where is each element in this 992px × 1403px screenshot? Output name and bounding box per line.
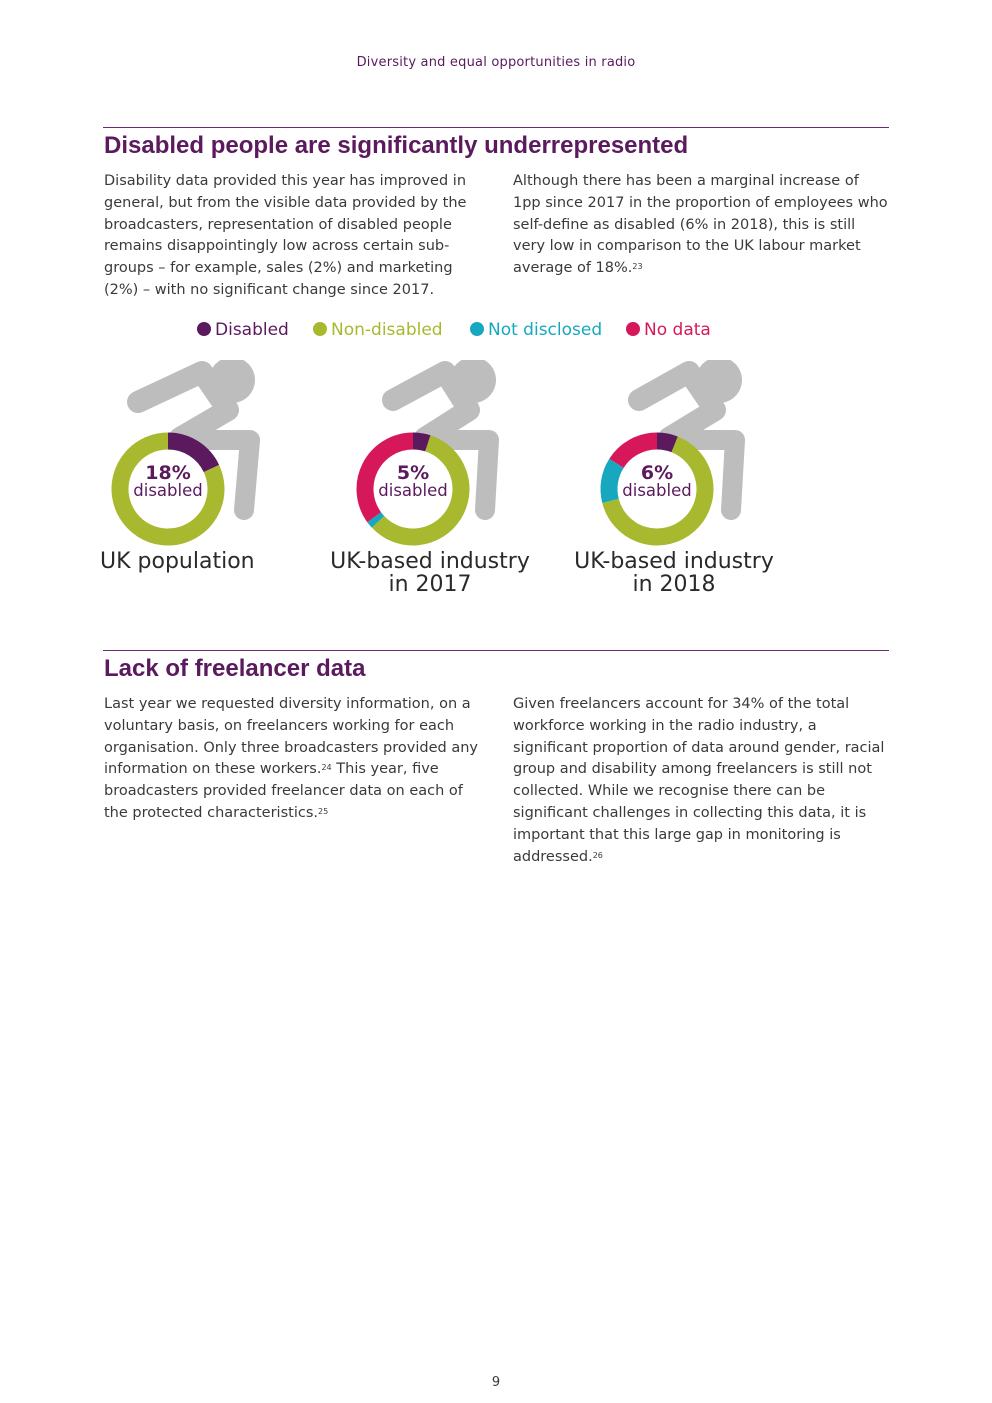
disability-paragraph-2: [513, 171, 888, 280]
section-heading-disability: Disabled people are significantly underrepresented: [104, 132, 689, 159]
chart-title-line-1: UK-based industry: [574, 549, 774, 574]
chart-title-line-2: in 2017: [388, 572, 472, 597]
donut-segment-disabled: [657, 441, 675, 444]
donut-chart-industry-2018: [574, 360, 799, 610]
footnote-ref: 24: [321, 763, 332, 773]
chart-title-line-2: in 2018: [632, 572, 716, 597]
legend-label: Disabled: [215, 320, 289, 340]
legend-dot: [313, 322, 327, 336]
legend-label: Non-disabled: [331, 320, 443, 340]
chart-title-line-1: UK-based industry: [330, 549, 530, 574]
disability-paragraph-1-text: Disability data provided this year has improved in general, but from the visible data provided by the broadcasters, representation of disabled people remains disappointingly low across certain sub-groups – for example, sales (2%) and marketing (2%) – with no significant change since 2017.: [104, 173, 467, 298]
chart-title: [574, 550, 774, 596]
legend-item-non-disabled: [313, 320, 443, 340]
section-heading-freelancer: Lack of freelancer data: [104, 655, 366, 682]
chart-title: UK population: [100, 549, 255, 574]
donut-chart-uk-population: [100, 360, 310, 610]
legend-label: No data: [644, 320, 711, 340]
freelancer-paragraph-2: [513, 694, 888, 868]
footnote-ref: 25: [318, 806, 329, 816]
section-rule: [103, 127, 889, 128]
legend-item-no-data: [626, 320, 711, 340]
donut-segment-not-disclosed: [609, 463, 616, 501]
center-text: disabled: [133, 481, 203, 500]
donut-chart-industry-2017: [330, 360, 555, 610]
center-label: [617, 464, 697, 500]
legend-dot: [470, 322, 484, 336]
center-label: [373, 464, 453, 500]
legend-label: Not disclosed: [488, 320, 603, 340]
donut-segment-disabled: [413, 441, 428, 443]
footnote-ref: 23: [632, 262, 643, 272]
footnote-ref: 26: [592, 850, 603, 860]
legend-dot: [197, 322, 211, 336]
donut-segment-not-disclosed: [374, 517, 378, 522]
section-rule: [103, 650, 889, 651]
center-value: 5%: [396, 462, 430, 484]
legend-dot: [626, 322, 640, 336]
chart-title: [330, 550, 530, 596]
freelancer-paragraph-2-text: Given freelancers account for 34% of the total workforce working in the radio industry, a significant proportion of data around gender, racial group and disability among freelancers is still not collected. While we recognise there can be significant challenges in collecting this data, it is important that this large gap in monitoring is addressed.: [513, 696, 885, 865]
legend-item-not-disclosed: [470, 320, 602, 340]
freelancer-paragraph-1-text-a: Last year we requested diversity information, on a voluntary basis, on freelancers working for each organisation. Only three broadcasters provided any information on these workers.: [104, 696, 478, 778]
legend-item-disabled: [197, 320, 289, 340]
center-value: 18%: [145, 462, 191, 484]
center-text: disabled: [378, 481, 448, 500]
wheelchair-donut-svg: [355, 360, 555, 560]
running-title: Diversity and equal opportunities in radio: [356, 55, 636, 70]
center-value: 6%: [640, 462, 674, 484]
wheelchair-donut-svg: [110, 360, 310, 560]
wheelchair-donut-svg: [599, 360, 799, 560]
page-number: 9: [491, 1375, 501, 1390]
disability-paragraph-2-text: Although there has been a marginal increase of 1pp since 2017 in the proportion of employees who self-define as disabled (6% in 2018), this is still very low in comparison to the UK labour market average of 18%.: [513, 173, 888, 277]
disability-paragraph-1: [104, 171, 479, 302]
freelancer-paragraph-1-text-b: This year, five broadcasters provided freelancer data on each of the protected characteristics.: [104, 761, 463, 821]
center-text: disabled: [622, 481, 692, 500]
center-label: [128, 464, 208, 500]
freelancer-paragraph-1: [104, 694, 479, 825]
